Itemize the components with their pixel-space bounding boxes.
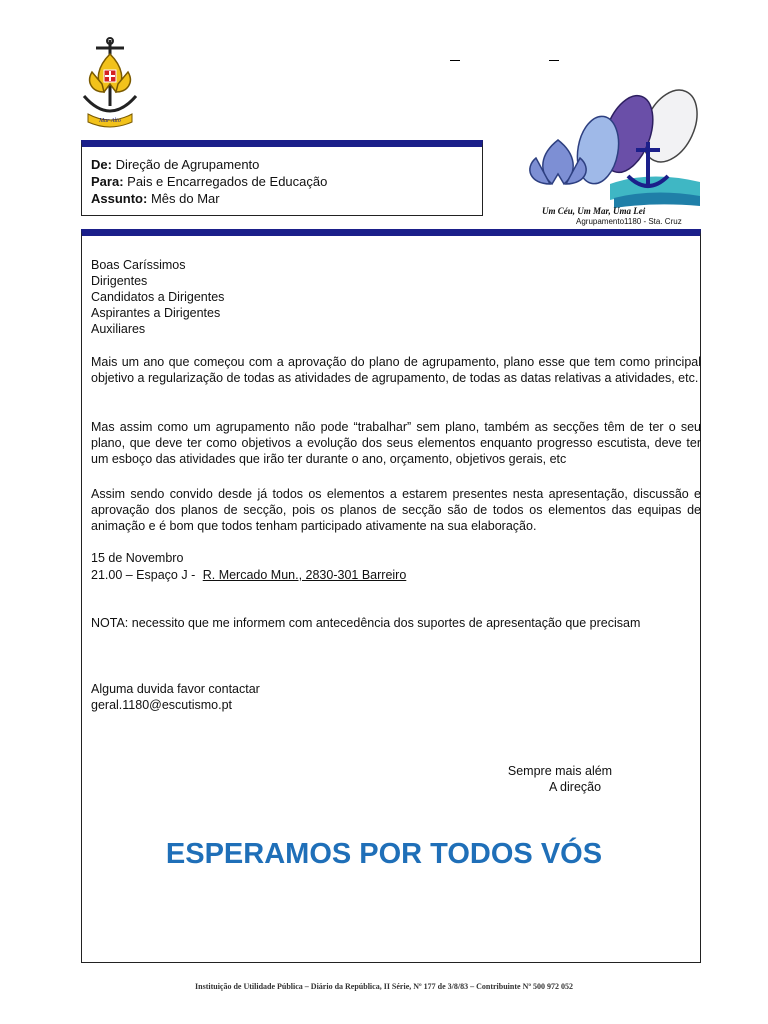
group-emblem-logo (510, 84, 706, 226)
blank-dash-1 (450, 60, 460, 61)
group-name-text: Agrupamento1180 - Sta. Cruz (576, 217, 682, 226)
from-value: Direção de Agrupamento (115, 157, 260, 172)
event-date: 15 de Novembro (91, 551, 184, 565)
blank-dash-2 (549, 60, 559, 61)
recipient-aspirantes: Aspirantes a Dirigentes (91, 306, 221, 320)
headline: ESPERAMOS POR TODOS VÓS (165, 838, 603, 870)
subject-label: Assunto: (91, 191, 148, 206)
paragraph-1: Mais um ano que começou com a aprovação do plano de agrupamento, plano esse que tem como principal objetivo a regularização de todas as atividades de agrupamento, de todas as datas relativas a atividades, etc. (91, 355, 701, 386)
recipient-dirigentes: Dirigentes (91, 274, 148, 288)
signoff-motto: Sempre mais além (507, 764, 613, 778)
scout-emblem-logo (78, 36, 142, 132)
recipient-auxiliares: Auxiliares (91, 322, 146, 336)
paragraph-3: Assim sendo convido desde já todos os elementos a estarem presentes nesta apresentação, discussão e aprovação dos planos de secção, pois os planos de secção são de todos os elementos das equipas de animação e é bom que todos tenham participado ativamente na sua elaboração. (91, 487, 701, 534)
to-row (91, 173, 327, 190)
greeting-line: Boas Caríssimos (91, 258, 186, 272)
event-time-place: 21.00 – Espaço J - (91, 568, 196, 582)
header-box (81, 140, 483, 216)
signoff-signature: A direção (548, 780, 602, 794)
contact-email: geral.1180@escutismo.pt (91, 698, 233, 712)
subject-value: Mês do Mar (150, 191, 220, 206)
note-text: NOTA: necessito que me informem com antecedência dos suportes de apresentação que precisam (91, 616, 641, 630)
subject-row (91, 190, 220, 207)
motto-text: Um Céu, Um Mar, Uma Lei (542, 206, 646, 216)
event-location-row (91, 567, 406, 583)
footer-legal: Instituição de Utilidade Pública – Diário da República, II Série, Nº 177 de 3/8/83 – Contribuinte Nº 500 972 052 (195, 982, 573, 991)
ribbon-text: Mar Alto (99, 118, 121, 124)
from-label: De: (91, 157, 112, 172)
event-address: R. Mercado Mun., 2830-301 Barreiro (202, 568, 407, 582)
paragraph-2: Mas assim como um agrupamento não pode “trabalhar” sem plano, também as secções têm de ter o seu plano, que deve ter como objetivos a evolução dos seus elementos enquanto progresso escutista, deve ter um esboço das atividades que irão ter durante o ano, orçamento, objetivos gerais, etc (91, 420, 701, 467)
from-row (91, 156, 259, 173)
recipient-candidatos: Candidatos a Dirigentes (91, 290, 225, 304)
to-label: Para: (91, 174, 124, 189)
to-value: Pais e Encarregados de Educação (127, 174, 328, 189)
contact-line: Alguma duvida favor contactar (91, 682, 260, 696)
